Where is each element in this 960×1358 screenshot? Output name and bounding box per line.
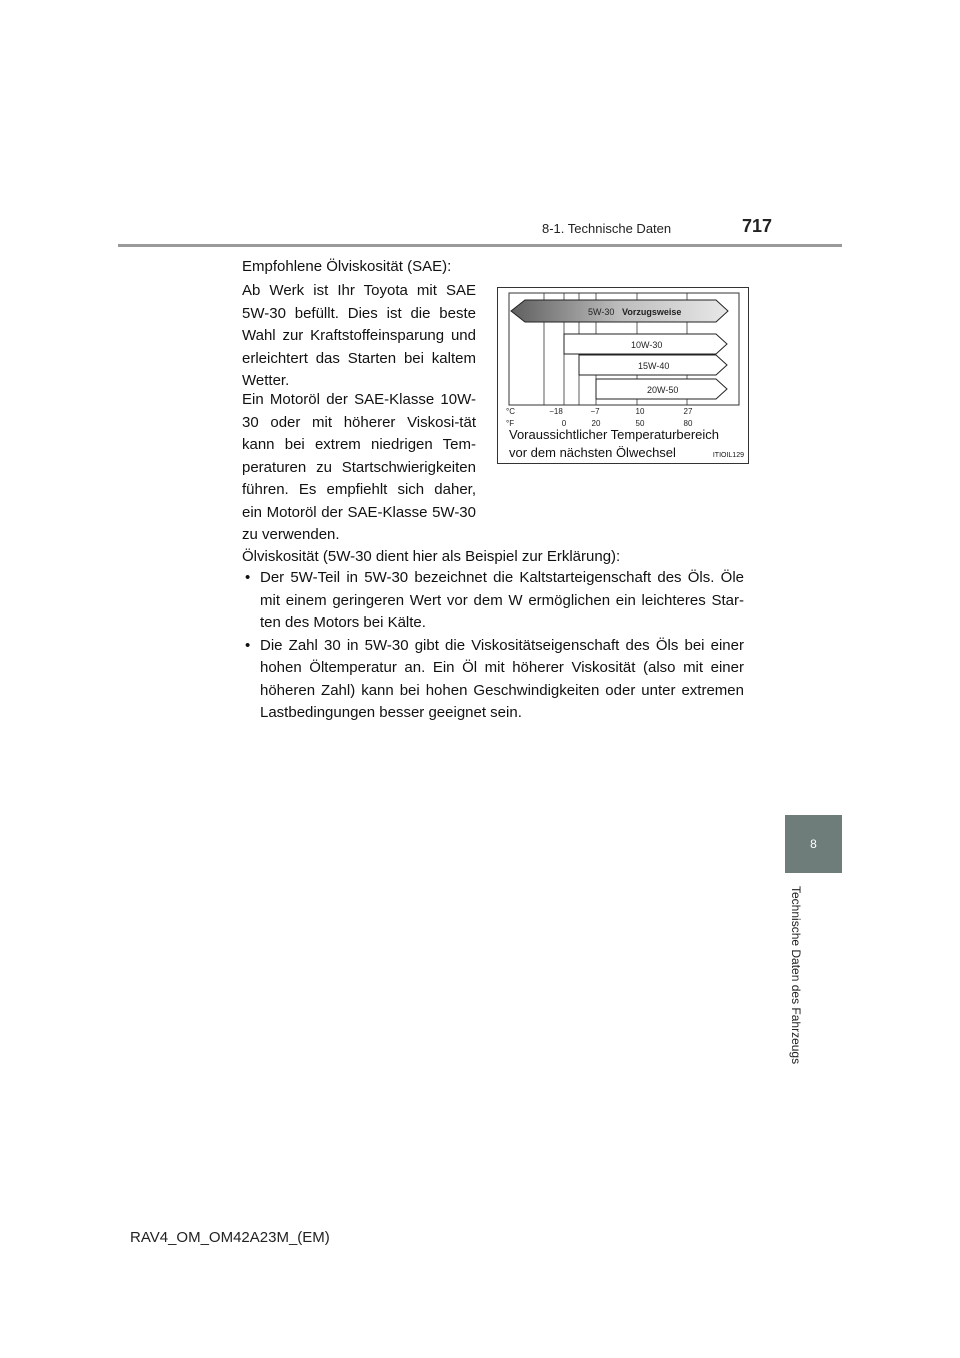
tick-c-minus7: −7 xyxy=(590,407,600,416)
intro-text: Empfohlene Ölviskosität (SAE): xyxy=(242,258,452,275)
tick-f-50: 50 xyxy=(635,419,645,428)
chapter-tab[interactable] xyxy=(785,815,842,873)
viscosity-bullet-list xyxy=(244,567,744,725)
paragraph-factory-oil: Ab Werk ist Ihr Toyota mit SAE 5W-30 befüllt. Dies ist die beste Wahl zur Kraftstoffeinsparung und erleichtert das Starten bei kaltem Wetter. xyxy=(242,282,476,389)
tick-c-27: 27 xyxy=(683,407,693,416)
figure-caption-line1: Voraussichtlicher Temperaturbereich xyxy=(509,427,720,442)
figure-caption-line2: vor dem nächsten Ölwechsel xyxy=(509,445,676,460)
tick-f-0: 0 xyxy=(561,419,567,428)
unit-celsius: °C xyxy=(506,407,515,416)
grade-label-15w40: 15W-40 xyxy=(638,361,670,371)
figure-id: ITIOIL129 xyxy=(712,452,744,459)
viscosity-chart xyxy=(497,287,749,464)
document-code: RAV4_OM_OM42A23M_(EM) xyxy=(130,1229,330,1246)
unit-fahrenheit: °F xyxy=(506,419,515,428)
list-item: • Der 5W-Teil in 5W-30 bezeichnet die Kaltstarteigenschaft des Öls. Öle mit einem geringeren Wert vor dem W ermöglichen ein leichteres Star-ten des Motors bei Kälte. xyxy=(244,567,744,635)
chapter-title-vertical: Technische Daten des Fahrzeugs xyxy=(789,886,803,1065)
section-title: 8-1. Technische Daten xyxy=(542,221,672,236)
tick-f-20: 20 xyxy=(591,419,601,428)
grade-label-20w50: 20W-50 xyxy=(647,385,679,395)
list-item: • Die Zahl 30 in 5W-30 gibt die Viskositätseigenschaft des Öls bei einer hohen Öltemperatur an. Ein Öl mit höherer Viskosität (also mit einer höheren Zahl) kann bei hohen Geschwindigkeiten oder unter extremen Lastbedingungen besser geeignet sein. xyxy=(244,635,744,725)
page-number: 717 xyxy=(742,216,773,236)
figure-caption xyxy=(509,426,719,462)
header-divider xyxy=(118,244,842,247)
tick-f-80: 80 xyxy=(683,419,693,428)
viscosity-heading: Ölviskosität (5W-30 dient hier als Beispiel zur Erklärung): xyxy=(242,548,621,565)
paragraph-cold-start: Ein Motoröl der SAE-Klasse 10W-30 oder mit höherer Viskosi-tät kann bei extrem niedrigen Tem-peraturen zu Startschwierigkeiten führen. Es empfiehlt sich daher, ein Motoröl der SAE-Klasse 5W-30 zu verwenden. xyxy=(242,391,476,543)
tick-c-minus18: −18 xyxy=(549,407,563,416)
grade-label-5w30: 5W-30 xyxy=(588,307,615,317)
tick-c-10: 10 xyxy=(635,407,645,416)
grade-label-10w30: 10W-30 xyxy=(631,340,663,350)
chapter-number: 8 xyxy=(810,837,817,851)
grade-note-preferred: Vorzugsweise xyxy=(622,307,682,317)
grade-bar-5w30 xyxy=(511,300,728,322)
